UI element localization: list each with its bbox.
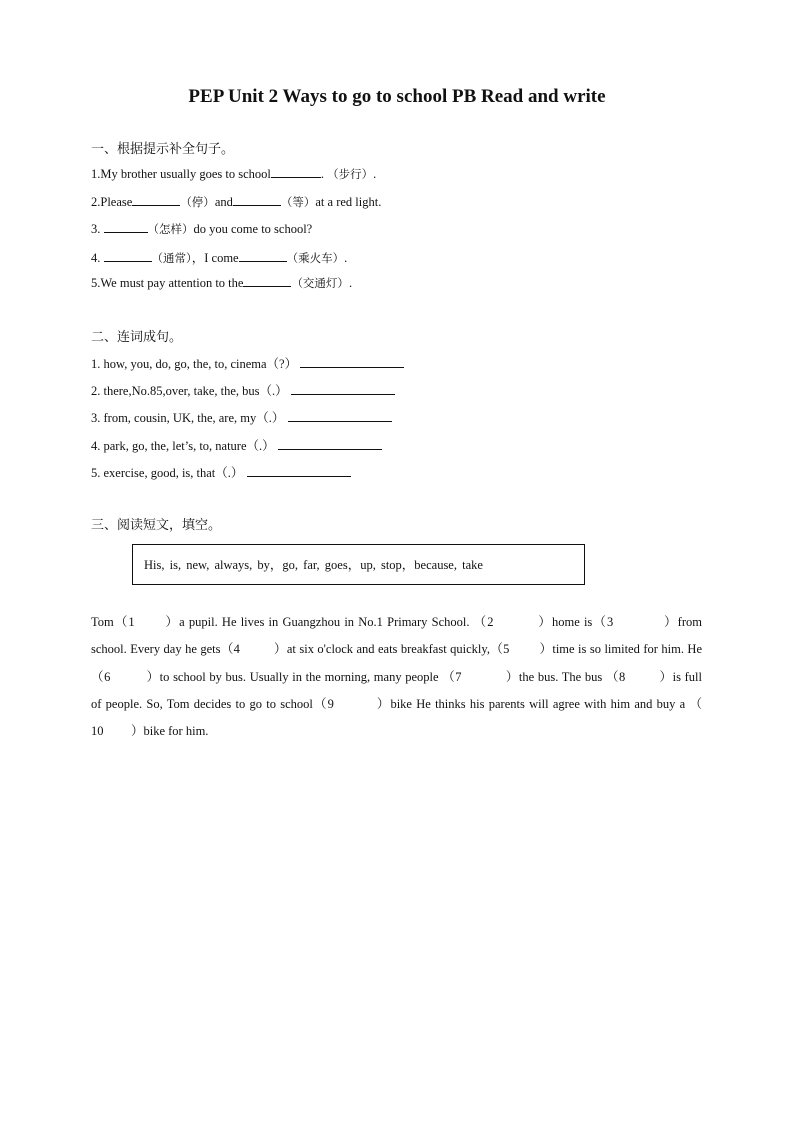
answer-line[interactable] (288, 410, 392, 422)
s1-item-5-text-c: . (348, 276, 353, 290)
blank-number[interactable]: 8 (619, 669, 626, 684)
answer-blank[interactable] (104, 221, 148, 233)
s1-item-4-text-b: ，I come (191, 251, 239, 265)
answer-line[interactable] (300, 356, 404, 368)
blank-number[interactable]: 2 (487, 615, 494, 629)
passage-text: ）to school by bus. Usually in the morning, many people （ (146, 669, 456, 684)
passage-text: ）time is so limited for him. He（ (91, 642, 702, 684)
s2-item-3 (91, 408, 392, 426)
s2-item-4-text: 4. park, go, the, let’s, to, nature（.） (91, 439, 275, 453)
s2-item-2 (91, 381, 395, 399)
s1-item-2-hint1: （停） (180, 195, 215, 209)
s1-item-4-hint2: （乘火车） (286, 251, 345, 265)
blank-number[interactable]: 3 (606, 615, 614, 629)
passage-text: ）from school. Every day he gets（ (91, 615, 702, 657)
s2-item-5-text: 5. exercise, good, is, that（.） (91, 466, 244, 480)
s1-item-3-hint: （怎样） (147, 222, 194, 236)
passage-text: ）bike He thinks his parents will agree with him and buy a （ (375, 696, 702, 711)
s1-item-1-text: 1.My brother usually goes to school (91, 167, 271, 181)
s1-item-1 (91, 166, 376, 182)
answer-line[interactable] (247, 465, 351, 477)
s1-item-2-hint2: （等） (280, 195, 316, 209)
page-title: PEP Unit 2 Ways to go to school PB Read and write (188, 86, 606, 107)
answer-blank[interactable] (104, 250, 152, 262)
s1-item-4-hint1: （通常） (151, 251, 192, 265)
s1-item-4-text-c: . (344, 251, 348, 265)
s1-item-5-text: 5.We must pay attention to the (91, 276, 244, 290)
section1-heading: 一、根据提示补全句子。 (91, 142, 235, 157)
passage-text: ）the bus. The bus （ (505, 669, 619, 684)
blank-number[interactable]: 1 (128, 615, 135, 629)
s2-item-2-text: 2. there,No.85,over, take, the, bus（.） (91, 384, 288, 398)
s2-item-3-text: 3. from, cousin, UK, the, are, my（.） (91, 411, 285, 425)
blank-number[interactable]: 6 (104, 669, 111, 684)
section2-heading: 二、连词成句。 (91, 330, 183, 345)
s1-item-2 (91, 194, 381, 210)
s1-item-2-text-b: and (214, 195, 233, 209)
passage-text: ）a pupil. He lives in Guangzhou in No.1 Primary School. （ (164, 615, 488, 629)
s1-item-1-hint: （步行） (327, 167, 374, 181)
s2-item-4 (91, 436, 382, 454)
blank-number[interactable]: 9 (327, 696, 334, 711)
blank-number[interactable]: 5 (503, 642, 510, 657)
word-bank-box: His, is, new, always, by，go, far, goes，up, stop，because, take (132, 544, 585, 585)
s1-item-3 (91, 221, 312, 237)
s1-item-5-hint: （交通灯） (291, 276, 349, 290)
passage-text: ）bike for him. (131, 724, 209, 739)
passage-text: ）is full of people. So, Tom decides to go to school（ (91, 669, 702, 711)
answer-line[interactable] (278, 438, 382, 450)
s2-item-5 (91, 463, 351, 481)
passage-text: Tom（ (91, 615, 129, 629)
s2-item-1 (91, 354, 404, 372)
blank-number[interactable]: 7 (455, 669, 462, 684)
section3-heading: 三、阅读短文，填空。 (91, 518, 222, 533)
s1-item-4 (91, 248, 347, 266)
passage-text: ）home is（ (537, 615, 607, 629)
passage-text: ）at six o'clock and eats breakfast quickly,（ (273, 642, 504, 657)
s1-item-4-text: 4. (91, 251, 104, 265)
reading-passage (91, 609, 702, 745)
answer-blank[interactable] (239, 250, 287, 262)
s1-item-2-text: 2.Please (91, 195, 133, 209)
answer-line[interactable] (291, 383, 395, 395)
s2-item-1-text: 1. how, you, do, go, the, to, cinema（?） (91, 357, 298, 371)
s1-item-3-text-b: do you come to school? (193, 222, 313, 236)
answer-blank[interactable] (132, 194, 180, 206)
answer-blank[interactable] (271, 166, 321, 178)
answer-blank[interactable] (243, 275, 291, 287)
s1-item-5 (91, 275, 352, 291)
answer-blank[interactable] (233, 194, 281, 206)
blank-number[interactable]: 4 (233, 642, 240, 657)
s1-item-1-text-b: . (320, 167, 328, 181)
s1-item-3-text: 3. (91, 222, 104, 236)
s1-item-1-text-c: . (373, 167, 377, 181)
blank-number[interactable]: 10 (91, 724, 104, 739)
s1-item-2-text-c: at a red light. (315, 195, 382, 209)
